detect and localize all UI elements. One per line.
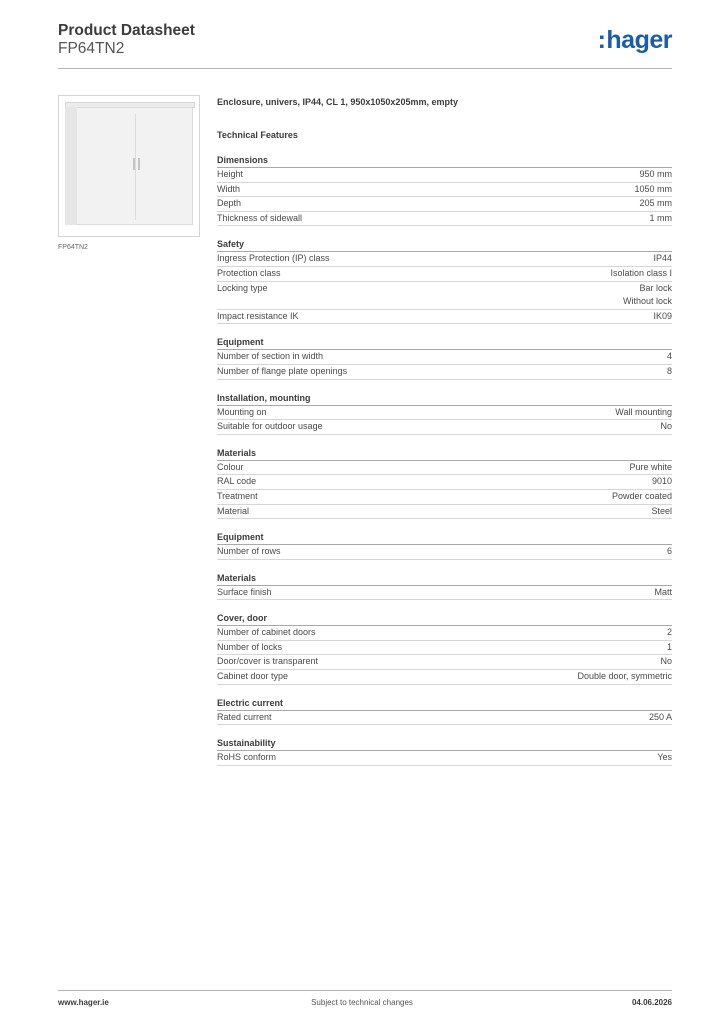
section-title: Sustainability: [217, 738, 672, 751]
section-title: Electric current: [217, 698, 672, 711]
technical-features-heading: Technical Features: [217, 130, 298, 140]
feature-label: Impact resistance IK: [217, 310, 299, 321]
feature-value: [639, 168, 672, 182]
feature-label: Rated current: [217, 711, 272, 722]
feature-value: [667, 545, 672, 559]
feature-value: [651, 505, 672, 519]
page-header: [58, 22, 672, 58]
feature-value-line: Wall mounting: [615, 406, 672, 417]
feature-value: [660, 420, 672, 434]
feature-label: Cabinet door type: [217, 671, 289, 682]
feature-row: [217, 711, 672, 726]
feature-row: [217, 461, 672, 476]
feature-value-line: IP44: [653, 253, 672, 264]
feature-label: Width: [217, 183, 241, 194]
feature-label: Number of rows: [217, 546, 281, 557]
feature-section: [217, 448, 672, 519]
feature-section: [217, 738, 672, 766]
feature-value-line: Bar lock: [639, 282, 672, 293]
feature-value-line: 2: [666, 627, 672, 638]
feature-label: Locking type: [217, 282, 268, 293]
hager-logo: :hager: [597, 26, 672, 54]
feature-row: [217, 586, 672, 601]
feature-value: [629, 461, 672, 475]
feature-row: [217, 490, 672, 505]
feature-value: [615, 406, 672, 420]
feature-value: [657, 751, 672, 765]
feature-row: [217, 670, 672, 685]
feature-row: [217, 267, 672, 282]
feature-label: Suitable for outdoor usage: [217, 421, 323, 432]
feature-value-line: IK09: [653, 310, 672, 321]
feature-value-line: Steel: [651, 505, 672, 516]
feature-value: [667, 626, 672, 640]
feature-value-line: Double door, symmetric: [577, 671, 672, 682]
feature-value-line: No: [660, 656, 672, 667]
feature-label: Number of locks: [217, 641, 283, 652]
document-title: Product Datasheet: [58, 22, 195, 39]
section-title: Cover, door: [217, 613, 672, 626]
feature-label: Colour: [217, 461, 244, 472]
feature-value: [660, 655, 672, 669]
feature-value-line: 8: [666, 365, 672, 376]
feature-value: [634, 183, 672, 197]
feature-label: RAL code: [217, 476, 257, 487]
feature-section: [217, 613, 672, 684]
feature-value-line: 4: [666, 351, 672, 362]
feature-section: [217, 155, 672, 226]
feature-section: [217, 239, 672, 324]
feature-value: [653, 252, 672, 266]
feature-label: Depth: [217, 198, 242, 209]
feature-row: [217, 751, 672, 766]
section-title: Equipment: [217, 532, 672, 545]
footer-note: Subject to technical changes: [311, 998, 413, 1007]
feature-section: [217, 573, 672, 601]
footer-date: 04.06.2026: [631, 998, 672, 1007]
feature-row: [217, 282, 672, 310]
feature-row: [217, 475, 672, 490]
feature-value: [667, 350, 672, 364]
feature-value-line: 1 mm: [649, 212, 672, 223]
cabinet-side: [65, 107, 77, 225]
feature-row: [217, 197, 672, 212]
feature-section: [217, 393, 672, 435]
product-image: [58, 95, 200, 237]
section-title: Equipment: [217, 337, 672, 350]
section-title: Installation, mounting: [217, 393, 672, 406]
feature-value: [653, 310, 672, 324]
feature-value-line: Yes: [657, 752, 672, 763]
feature-value-line: Powder coated: [611, 490, 672, 501]
feature-row: [217, 212, 672, 227]
product-description: Enclosure, univers, IP44, CL 1, 950x1050x205mm, empty: [217, 97, 458, 107]
feature-label: Number of flange plate openings: [217, 365, 348, 376]
cabinet-body: [65, 107, 193, 225]
footer-divider: [58, 990, 672, 991]
feature-row: [217, 420, 672, 435]
feature-label: Number of cabinet doors: [217, 627, 316, 638]
features-area: [217, 96, 672, 766]
product-code: FP64TN2: [58, 40, 125, 57]
feature-value-line: Without lock: [622, 296, 672, 307]
feature-value: [577, 670, 672, 684]
feature-label: Height: [217, 169, 244, 179]
feature-row: [217, 655, 672, 670]
feature-sections: [217, 155, 672, 766]
feature-value: [652, 475, 672, 489]
feature-label: Mounting on: [217, 406, 267, 417]
feature-section: [217, 532, 672, 560]
cabinet-handle-right: [138, 158, 140, 170]
footer-website: www.hager.ie: [58, 998, 109, 1007]
feature-label: Material: [217, 505, 250, 516]
logo-text: hager: [606, 26, 672, 54]
feature-section: [217, 337, 672, 379]
section-title: Dimensions: [217, 155, 672, 168]
feature-value: [667, 365, 672, 379]
section-title: Materials: [217, 573, 672, 586]
feature-row: [217, 545, 672, 560]
feature-section: [217, 698, 672, 726]
feature-row: [217, 505, 672, 520]
feature-value: [639, 197, 672, 211]
feature-value-line: Pure white: [629, 461, 672, 472]
feature-value-line: Matt: [654, 586, 672, 597]
feature-row: [217, 168, 672, 183]
feature-value: [654, 586, 672, 600]
feature-value-line: Isolation class I: [610, 267, 672, 278]
feature-row: [217, 626, 672, 641]
feature-label: Protection class: [217, 267, 281, 278]
feature-value: [623, 282, 672, 309]
feature-value-line: 205 mm: [639, 198, 672, 209]
feature-label: Number of section in width: [217, 351, 324, 362]
feature-value: [649, 711, 672, 725]
feature-value-line: No: [660, 421, 672, 432]
feature-label: Surface finish: [217, 586, 272, 597]
feature-value: [667, 641, 672, 655]
feature-label: Treatment: [217, 490, 258, 501]
section-title: Materials: [217, 448, 672, 461]
feature-value: [612, 490, 672, 504]
feature-value-line: 250 A: [648, 711, 672, 722]
feature-label: Thickness of sidewall: [217, 212, 303, 223]
feature-value-line: 9010: [651, 476, 672, 487]
feature-value: [650, 212, 673, 226]
feature-row: [217, 252, 672, 267]
feature-row: [217, 641, 672, 656]
feature-value-line: 1: [666, 641, 672, 652]
feature-row: [217, 350, 672, 365]
section-title: Safety: [217, 239, 672, 252]
feature-label: RoHS conform: [217, 752, 277, 763]
cabinet-door-split: [135, 114, 136, 220]
feature-value-line: 950 mm: [639, 169, 672, 179]
feature-label: Ingress Protection (IP) class: [217, 253, 330, 264]
cabinet-handle-left: [133, 158, 135, 170]
image-caption: FP64TN2: [58, 244, 88, 251]
feature-row: [217, 365, 672, 380]
feature-value-line: 1050 mm: [634, 183, 672, 194]
feature-row: [217, 406, 672, 421]
feature-row: [217, 310, 672, 325]
feature-value-line: 6: [666, 546, 672, 557]
feature-row: [217, 183, 672, 198]
feature-label: Door/cover is transparent: [217, 656, 319, 667]
feature-value: [610, 267, 672, 281]
header-divider: [58, 68, 672, 69]
